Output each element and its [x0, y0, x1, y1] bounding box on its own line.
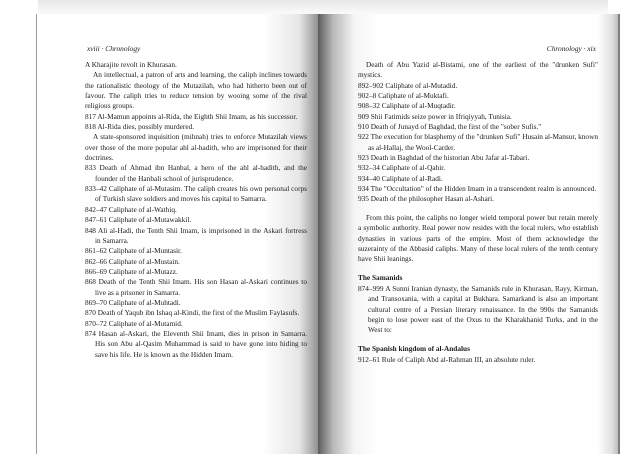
chronology-entry: 932–34 Caliphate of al-Qahir.	[358, 163, 446, 173]
chronology-paragraph: An intellectual, a patron of arts and learning, the caliph inclines towards the rationalistic theology of the Mutazilah, who had hitherto been out of favour. The caliph tries to reduce tension by wooing some of the rival religious groups.	[85, 70, 307, 111]
chronology-entry: 818 Al-Rida dies, possibly murdered.	[85, 122, 195, 132]
chronology-entry: 870–72 Caliphate of al-Mutamid.	[85, 318, 183, 328]
chronology-entry: 909 Shii Fatimids seize power in Ifriqiyyah, Tunisia.	[358, 111, 512, 121]
chronology-entry: 908–32 Caliphate of al-Muqtadir.	[358, 101, 456, 111]
chronology-entry: 874 Hasan al-Askari, the Eleventh Shii Imam, dies in prison in Samarra. His son Abu al-Qasim Muhammad is said to have gone into hiding to save his life. He is known as the Hidden Imam.	[85, 328, 307, 359]
chronology-paragraph: Death of Abu Yazid al-Bistami, one of the earliest of the "drunken Sufi" mystics.	[358, 60, 598, 80]
section-heading: The Spanish kingdom of al-Andalus	[358, 343, 470, 353]
chronology-entry: 934–40 Caliphate of al-Radi.	[358, 173, 443, 183]
chronology-entry: A Kharajite revolt in Khurasan.	[85, 60, 177, 69]
right-running-head: Chronology · xix	[546, 44, 596, 53]
chronology-entry: 902–8 Caliphate of al-Muktafi.	[358, 91, 449, 101]
right-page	[318, 14, 620, 454]
chronology-entry: 868 Death of the Tenth Shii Imam. His son Hasan al-Askari continues to live as a prisoner in Samarra.	[85, 277, 307, 297]
chronology-entry: 923 Death in Baghdad of the historian Abu Jafar al-Tabari.	[358, 153, 530, 163]
left-page-text	[85, 60, 307, 360]
chronology-entry: 910 Death of Junayd of Baghdad, the first of the "sober Sufis."	[358, 122, 542, 132]
chronology-paragraph: From this point, the caliphs no longer wield temporal power but retain merely a symbolic authority. Real power now resides with the local rulers, who establish dynasties in various parts of the empire. Most of them acknowledge the suzerainty of the Abbasid caliphs. Many of these local rulers of the tenth century have Shii leanings.	[358, 212, 598, 264]
chronology-entry: 874–999 A Sunni Iranian dynasty, the Samanids rule in Khurasan, Rayy, Kirman, and Transoxania, with a capital at Bukhara. Samarkand is also an important cultural centre of a Persian literary renaissance. In the 990s the Samanids begin to lose power east of the Oxus to the Kharakhanid Turks, and in the West to:	[358, 283, 598, 335]
chronology-entry: 847–61 Caliphate of al-Mutawakkil.	[85, 215, 192, 225]
chronology-entry: 862–66 Caliphate of al-Mustain.	[85, 256, 180, 266]
chronology-entry: 912–61 Rule of Caliph Abd al-Rahman III, an absolute ruler.	[358, 354, 536, 364]
chronology-entry: 892–902 Caliphate of al-Mutadid.	[358, 80, 458, 90]
chronology-entry: 922 The execution for blasphemy of the "drunken Sufi" Husain al-Mansur, known as al-Hallaj, the Wool-Carder.	[358, 132, 598, 152]
chronology-entry: 861–62 Caliphate of al-Muntasir.	[85, 246, 182, 256]
section-heading: The Samanids	[358, 272, 403, 282]
chronology-entry: 833 Death of Ahmad ibn Hanbal, a hero of the ahl al-hadith, and the founder of the Hanbali school of jurisprudence.	[85, 163, 307, 183]
right-page-text	[358, 60, 598, 365]
chronology-entry: 869–70 Caliphate of al-Muhtadi.	[85, 297, 181, 307]
chronology-entry: 870 Death of Yaqub ibn Ishaq al-Kindi, the first of the Muslim Faylasufs.	[85, 308, 300, 318]
chronology-paragraph: A state-sponsored inquisition (mihnah) tries to enforce Mutazilah views over those of the more popular ahl al-hadith, who are imprisoned for their doctrines.	[85, 132, 307, 163]
chronology-entry: 833–42 Caliphate of al-Mutasim. The caliph creates his own personal corps of Turkish slave soldiers and moves his capital to Samarra.	[85, 184, 307, 204]
chronology-entry: 935 Death of the philosopher Hasan al-Ashari.	[358, 194, 494, 204]
chronology-entry: 848 Ali al-Hadi, the Tenth Shii Imam, is imprisoned in the Askari fortress in Samarra.	[85, 225, 307, 245]
chronology-entry: 817 Al-Mamun appoints al-Rida, the Eighth Shii Imam, as his successor.	[85, 111, 298, 121]
chronology-entry: 934 The "Occultation" of the Hidden Imam in a transcendent realm is announced.	[358, 184, 597, 194]
chronology-entry: 842–47 Caliphate of al-Wathiq.	[85, 204, 177, 214]
left-page	[36, 14, 319, 454]
chronology-entry: 866–69 Caliphate of al-Mutazz.	[85, 266, 178, 276]
left-running-head: xviii · Chronology	[87, 44, 141, 53]
